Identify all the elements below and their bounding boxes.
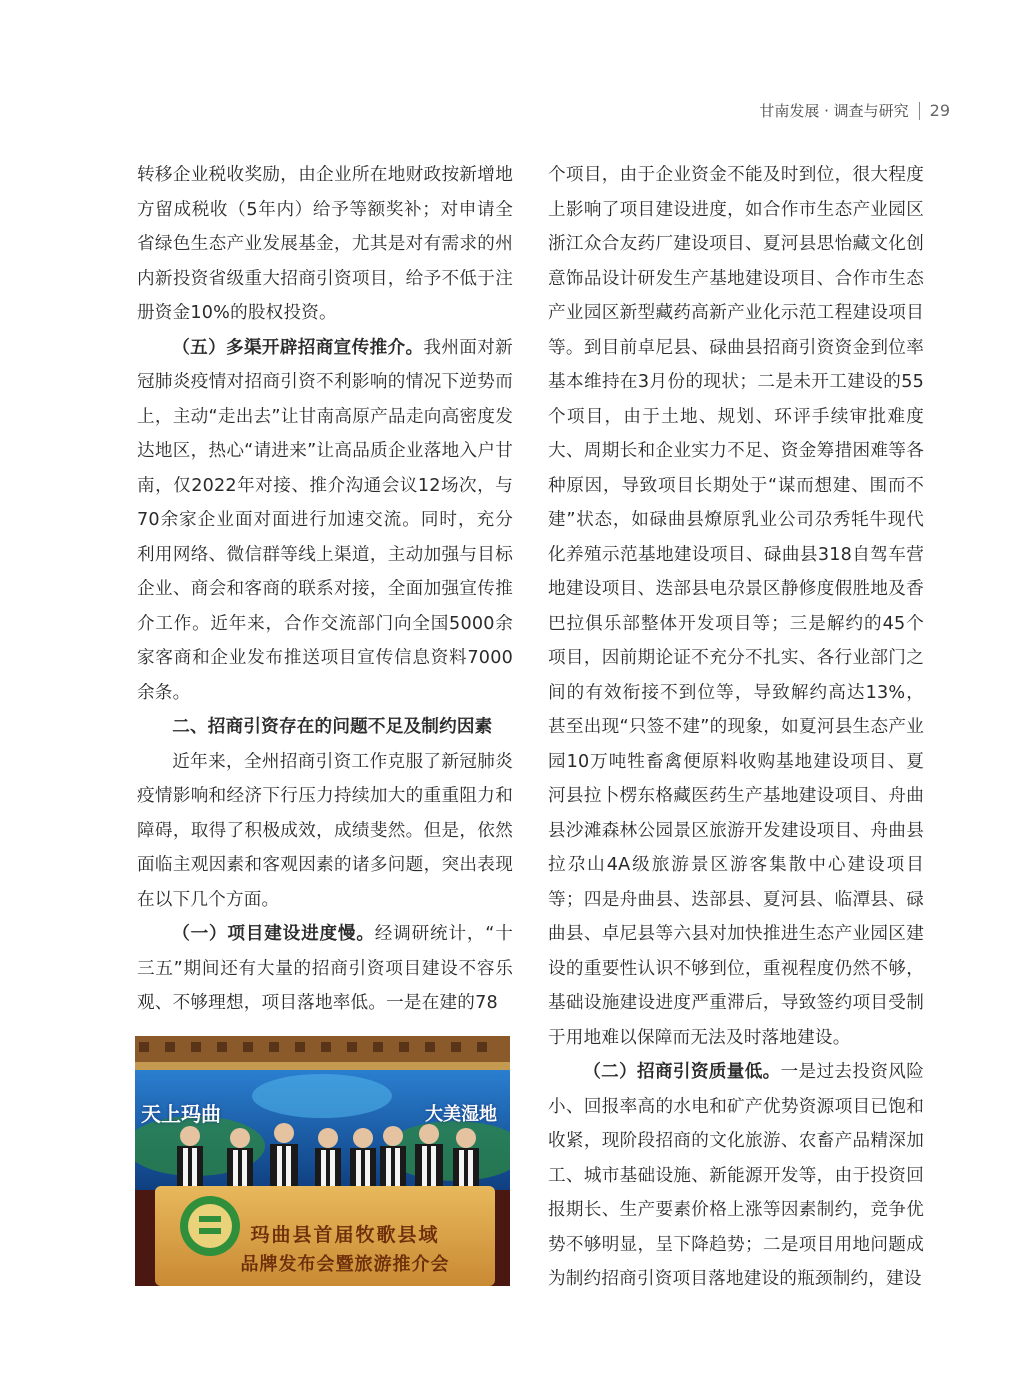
event-photo [135, 1036, 510, 1286]
banner-title-line2: 品牌发布会暨旅游推介会 [240, 1254, 450, 1275]
banner-title-line1: 玛曲县首届牧歌县域 [250, 1224, 440, 1246]
paragraph: （一）项目建设进度慢。经调研统计，“十三五”期间还有大量的招商引资项目建设不容乐观、不够理想，项目落地率低。一是在建的78 [137, 924, 514, 1013]
right-column [548, 158, 924, 1297]
section-lead: （五）多渠开辟招商宣传推介。 [172, 337, 424, 358]
backdrop-slogan-right: 大美湿地 [425, 1104, 497, 1125]
header-divider [919, 102, 920, 120]
left-column [137, 158, 513, 1021]
paragraph: （二）招商引资质量低。一是过去投资风险小、回报率高的水电和矿产优势资源项目已饱和收紧，现阶段招商的文化旅游、农畜产品精深加工、城市基础设施、新能源开发等，由于投资回报期长、生产要素价格上涨等因素制约，竞争优势不够明显，呈下降趋势；二是项目用地问题成为制约招商引资项目落地建设的瓶颈制约，建设 [548, 1062, 925, 1289]
section-lead: （一）项目建设进度慢。 [172, 924, 375, 944]
page-number: 29 [929, 101, 950, 120]
backdrop-slogan-left: 天上玛曲 [141, 1102, 221, 1126]
event-photo-scene [135, 1036, 510, 1286]
paragraph: 个项目，由于企业资金不能及时到位，很大程度上影响了项目建设进度，如合作市生态产业园区浙江众合友药厂建设项目、夏河县思怡藏文化创意饰品设计研发生产基地建设项目、合作市生态产业园区新型藏药高新产业化示范工程建设项目等。到目前卓尼县、碌曲县招商引资资金到位率基本维持在3月份的现状；二是未开工建设的55个项目，由于土地、规划、环评手续审批难度大、周期长和企业实力不足、资金筹措困难等各种原因，导致项目长期处于“谋而想建、围而不建”状态，如碌曲县燎原乳业公司尕秀牦牛现代化养殖示范基地建设项目、碌曲县318自驾车营地建设项目、迭部县电尕景区静修度假胜地及香巴拉俱乐部整体开发项目等；三是解约的45个项目，因前期论证不充分不扎实、各行业部门之间的有效衔接不到位等，导致解约高达13%，甚至出现“只签不建”的现象，如夏河县生态产业园10万吨牲畜禽便原料收购基地建设项目、夏河县拉卜楞东格藏医药生产基地建设项目、舟曲县沙滩森林公园景区旅游开发建设项目、舟曲县拉尕山4A级旅游景区游客集散中心建设项目等；四是舟曲县、迭部县、夏河县、临潭县、碌曲县、卓尼县等六县对加快推进生态产业园区建设的重要性认识不够到位，重视程度仍然不够，基础设施建设进度严重滞后，导致签约项目受制于用地难以保障而无法及时落地建设。 [548, 165, 924, 1048]
journal-section-title: 甘南发展 · 调查与研究 [759, 102, 909, 120]
paragraph: 近年来，全州招商引资工作克服了新冠肺炎疫情影响和经济下行压力持续加大的重重阻力和障碍，取得了积极成效，成绩斐然。但是，依然面临主观因素和客观因素的诸多问题，突出表现在以下几个方面。 [137, 751, 513, 910]
running-header [759, 100, 950, 121]
section-lead: （二）招商引资质量低。 [583, 1062, 781, 1082]
paragraph: 转移企业税收奖励，由企业所在地财政按新增地方留成税收（5年内）给予等额奖补；对申请全省绿色生态产业发展基金，尤其是对有需求的州内新投资省级重大招商引资项目，给予不低于注册资金10%的股权投资。 [137, 165, 513, 323]
section-heading: 二、招商引资存在的问题不足及制约因素 [172, 717, 493, 737]
paragraph: （五）多渠开辟招商宣传推介。我州面对新冠肺炎疫情对招商引资不利影响的情况下逆势而上，主动“走出去”让甘南高原产品走向高密度发达地区，热心“请进来”让高品质企业落地入户甘南，仅2022年对接、推介沟通会议12场次，与70余家企业面对面进行加速交流。同时，充分利用网络、微信群等线上渠道，主动加强与目标企业、商会和客商的联系对接，全面加强宣传推介工作。近年来，合作交流部门向全国5000余家客商和企业发布推送项目宣传信息资料7000余条。 [137, 337, 513, 703]
